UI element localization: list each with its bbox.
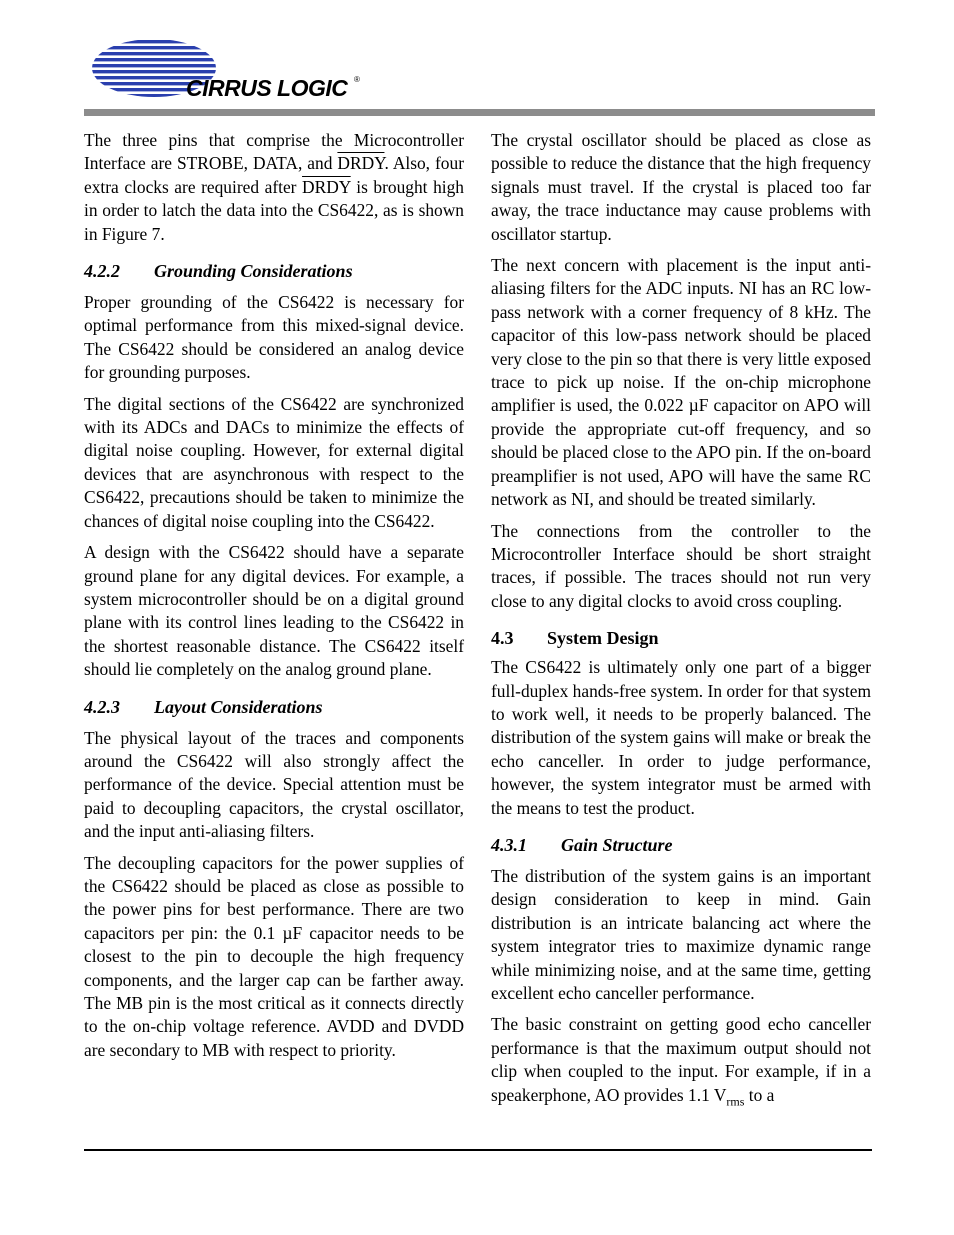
left-column [84, 129, 464, 1070]
paragraph-layout-2: The decoupling capacitors for the power supplies of the CS6422 should be placed as close as possible to the power pins for best performance. There are two capacitors per pin: the 0.1 µF capacitor needs to be closest to the pin to decouple the high frequency components, and the larger cap can be farther away. The MB pin is the most critical as it connects directly to the on-chip voltage reference. AVDD and DVDD are secondary to MB with respect to priority. [84, 852, 464, 1060]
footer-rule [84, 1149, 872, 1151]
paragraph-grounding-2: The digital sections of the CS6422 are synchronized with its ADCs and DACs to minimize the effects of digital noise coupling. However, for external digital devices that are asynchronous with respect to the CS6422, precautions should be taken to minimize the chances of digital noise coupling into the CS6422. [84, 393, 464, 531]
cirrus-logic-logo [84, 38, 374, 104]
heading-layout-considerations: 4.2.3 Layout Considerations [84, 696, 323, 717]
heading-system-design: 4.3 System Design [491, 628, 659, 649]
paragraph-controller-connections: The connections from the controller to the Microcontroller Interface should be short straight traces, if possible. The traces should not run very close to any digital clocks to avoid cross coupling. [491, 520, 871, 611]
right-column [491, 129, 871, 1122]
paragraph-gain-structure-1: The distribution of the system gains is an important design consideration to keep in mind. Gain distribution is an intricate balancing act where the system integrator tries to maximize dynamic range while minimizing noise, and at the same time, getting excellent echo canceller performance. [491, 865, 871, 1003]
paragraph-crystal-oscillator: The crystal oscillator should be placed as close as possible to reduce the distance that the high frequency signals must travel. If the crystal is placed too far away, the trace inductance may cause problems with oscillator startup. [491, 130, 871, 244]
paragraph-anti-aliasing: The next concern with placement is the input anti-aliasing filters for the ADC inputs. NI has an RC low-pass network with a corner frequency of 8 kHz. The capacitor of this low-pass network should be placed very close to the pin so that there is very little exposed trace to pick up noise. If the on-chip microphone amplifier is used, the 0.022 µF capacitor on APO will provide the appropriate cut-off frequency, and so should be placed close to the APO pin. If the on-board preamplifier is not used, APO will have the same RC network as NI, and should be treated similarly. [491, 255, 871, 510]
paragraph-grounding-1: Proper grounding of the CS6422 is necessary for optimal performance from this mixed-signal device. The CS6422 should be considered an analog device for grounding purposes. [84, 292, 464, 383]
heading-grounding-considerations: 4.2.2 Grounding Considerations [84, 261, 353, 282]
drdy-signal: DRDY [337, 153, 385, 174]
logo-registered-mark: ® [354, 75, 360, 84]
header-rule [84, 109, 875, 116]
heading-gain-structure: 4.3.1 Gain Structure [491, 834, 673, 855]
logo-text: CIRRUS LOGIC [186, 75, 348, 101]
paragraph-system-design: The CS6422 is ultimately only one part of a bigger full-duplex hands-free system. In order for that system to work well, it needs to be properly balanced. The distribution of the system gains will make or break the echo canceller. In order to judge performance, however, the system integrator must be armed with the means to test the product. [491, 657, 871, 818]
paragraph-grounding-3: A design with the CS6422 should have a separate ground plane for any digital devices. For example, a system microcontroller should be on a digital ground plane with its control lines leading to the CS6422 in the shortest reasonable distance. The CS6422 itself should lie completely on the analog ground plane. [84, 542, 464, 680]
paragraph-microcontroller-interface: The three pins that comprise the Microcontroller Interface are STROBE, DATA, and DRDY. Also, four extra clocks are required after DRDY is brought high in order to latch the data into the CS6422, as is shown in Figure 7. [84, 130, 464, 244]
rms-subscript: rms [726, 1094, 745, 1109]
drdy-signal: DRDY [302, 176, 351, 197]
paragraph-layout-1: The physical layout of the traces and components around the CS6422 will also strongly affect the performance of the device. Special attention must be paid to decoupling capacitors, the crystal oscillator, and the input anti-aliasing filters. [84, 727, 464, 842]
paragraph-gain-structure-2: The basic constraint on getting good echo canceller performance is that the maximum output should not clip when coupled to the input. For example, if in a speakerphone, AO provides 1.1 $V_{rms}$ to a [491, 1014, 871, 1109]
